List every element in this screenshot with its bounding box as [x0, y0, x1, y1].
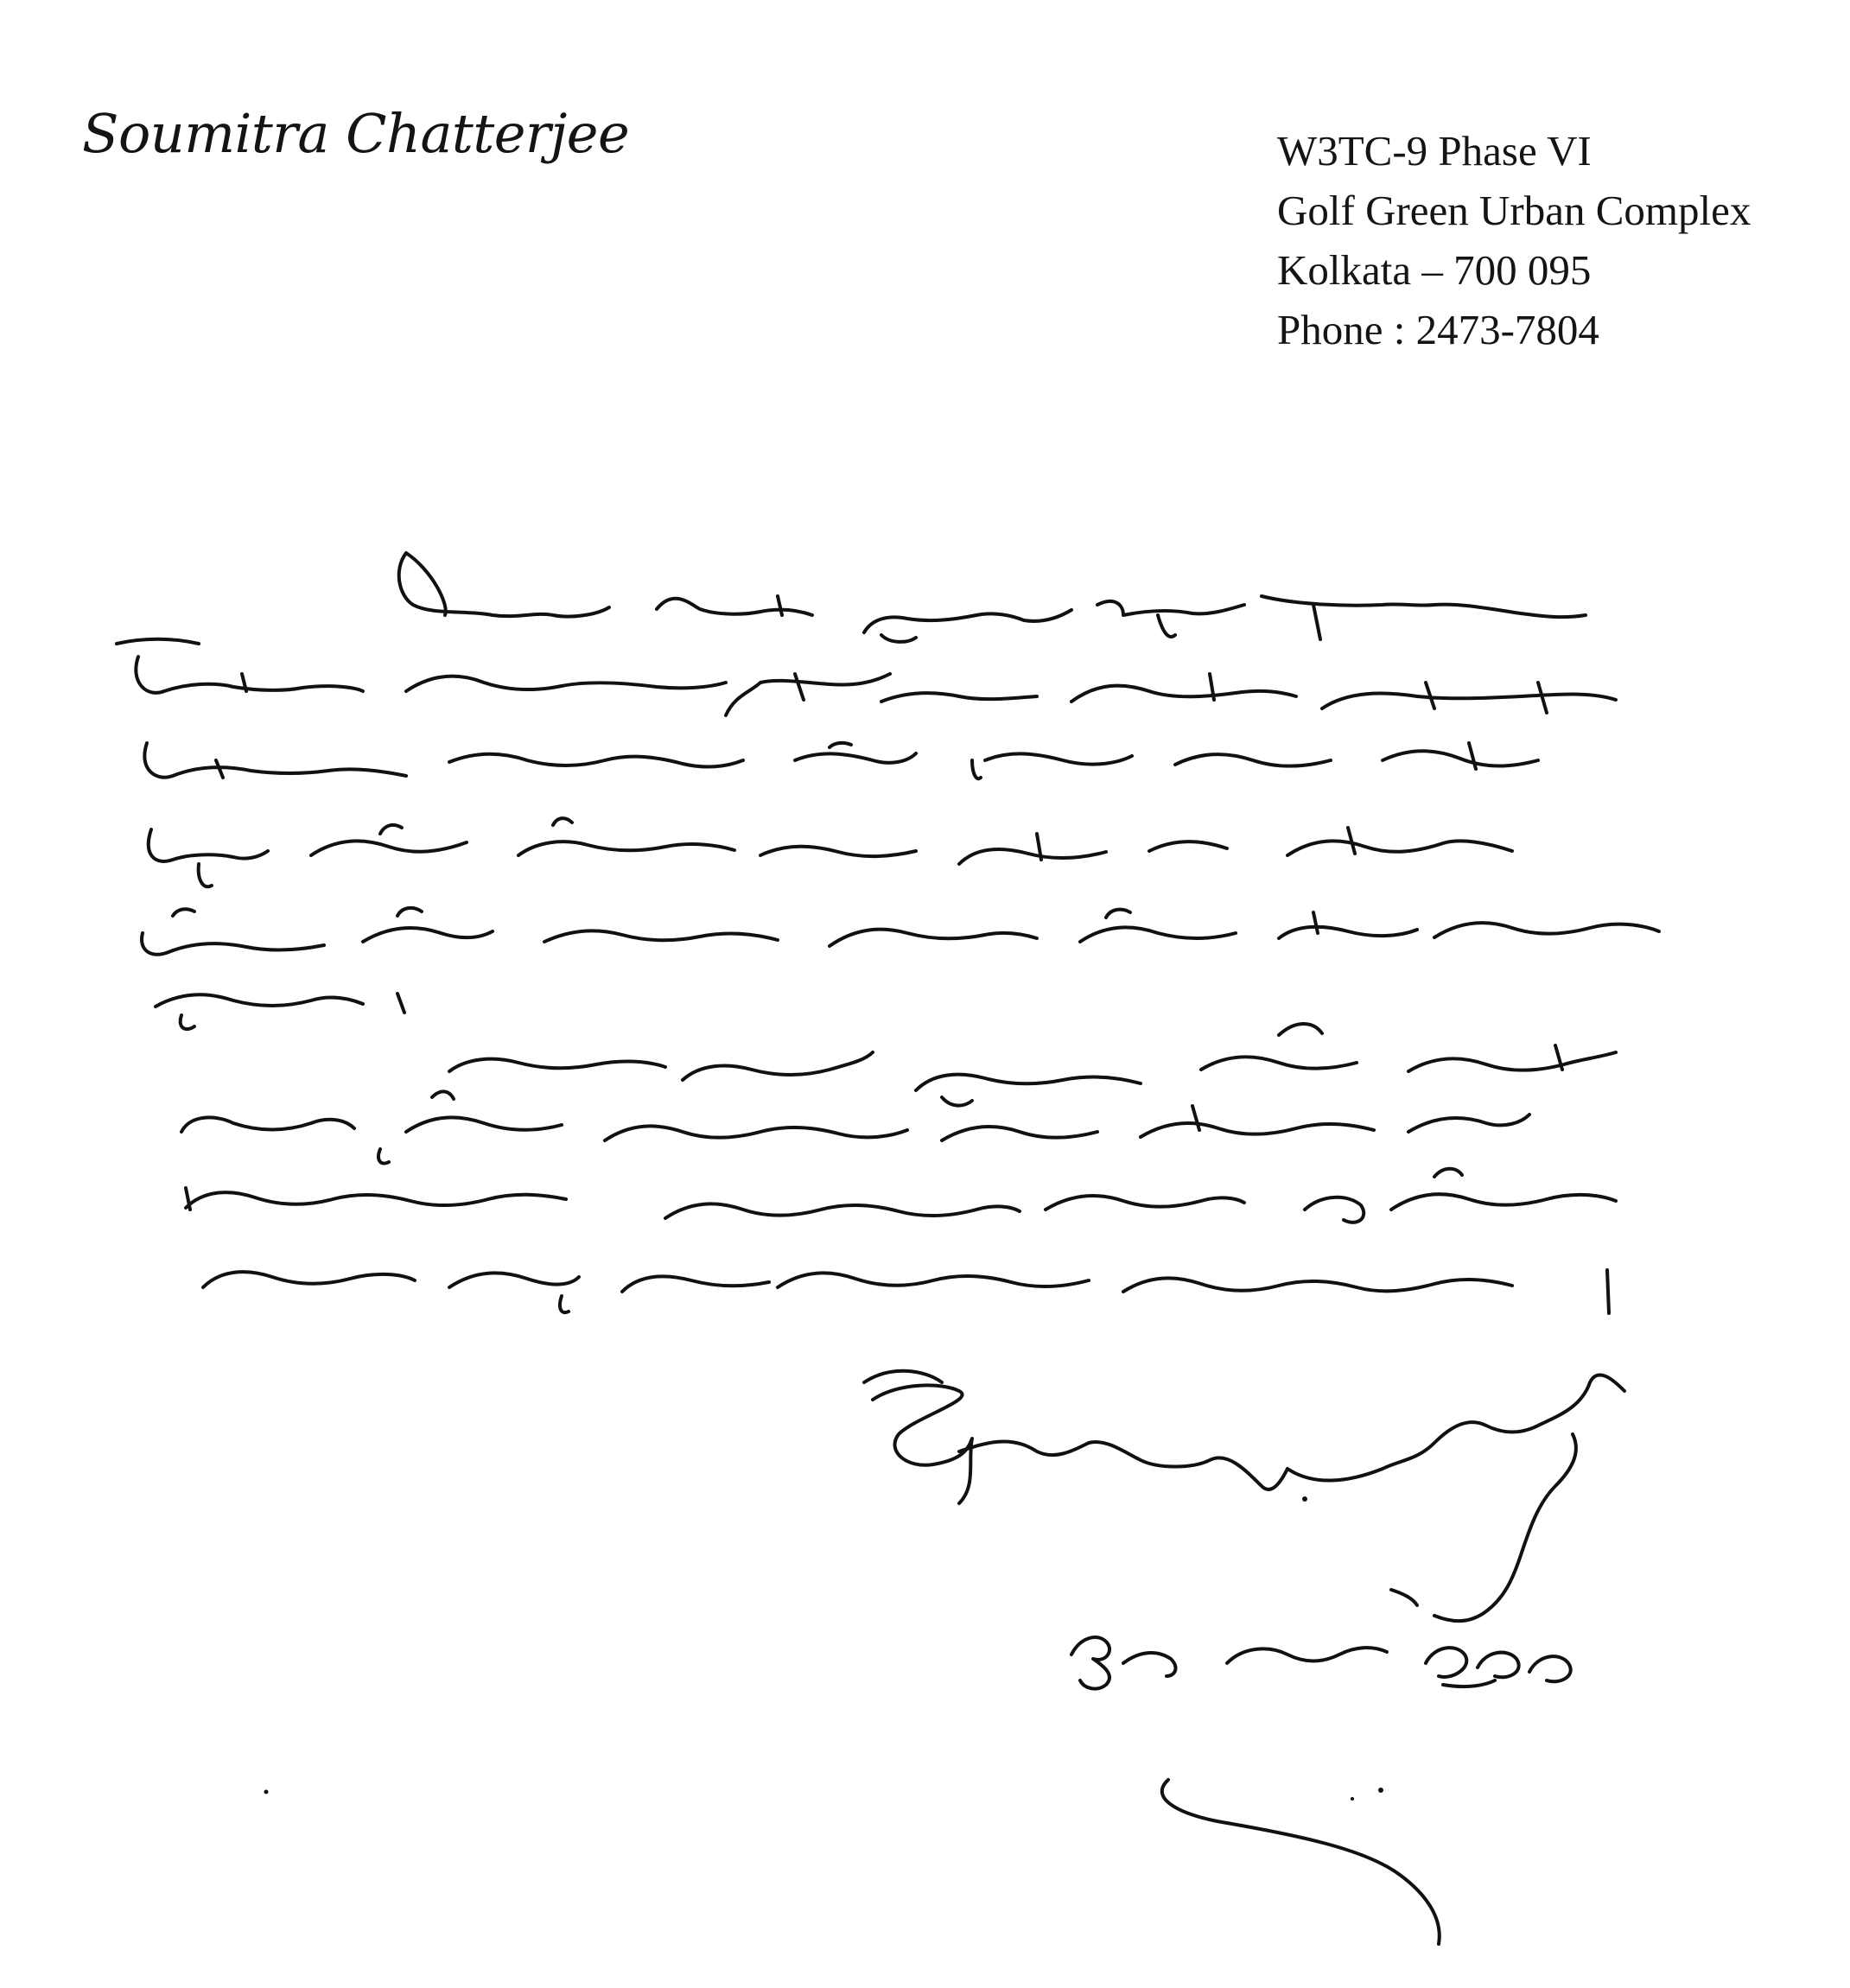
handwriting-paragraph-1-line-6 — [156, 994, 404, 1029]
handwriting-paragraph-2-line-2 — [181, 1091, 1529, 1163]
handwriting-paragraph-1 — [399, 553, 1586, 642]
address-line-4: Phone : 2473-7804 — [1277, 306, 1599, 353]
handwriting-paragraph-2 — [449, 1024, 1616, 1106]
handwriting-paragraph-1-line-3 — [144, 743, 1538, 778]
address-line-2: Golf Green Urban Complex — [1277, 187, 1751, 234]
handwritten-signature-image — [864, 1371, 1624, 1621]
handwriting-paragraph-1-line-2 — [117, 639, 1616, 715]
handwritten-flourish-image — [264, 1780, 1440, 1944]
address-line-1: W3TC-9 Phase VI — [1277, 127, 1592, 175]
handwriting-paragraph-2-line-3 — [186, 1169, 1616, 1223]
handwriting-paragraph-1-line-5 — [142, 908, 1659, 955]
address-line-3: Kolkata – 700 095 — [1277, 246, 1592, 294]
handwriting-paragraph-2-line-4 — [203, 1270, 1609, 1313]
handwriting-paragraph-1-line-4 — [149, 818, 1512, 886]
handwritten-date-image — [1071, 1637, 1571, 1689]
letterhead-name: Soumitra Chatterjee — [82, 102, 630, 165]
